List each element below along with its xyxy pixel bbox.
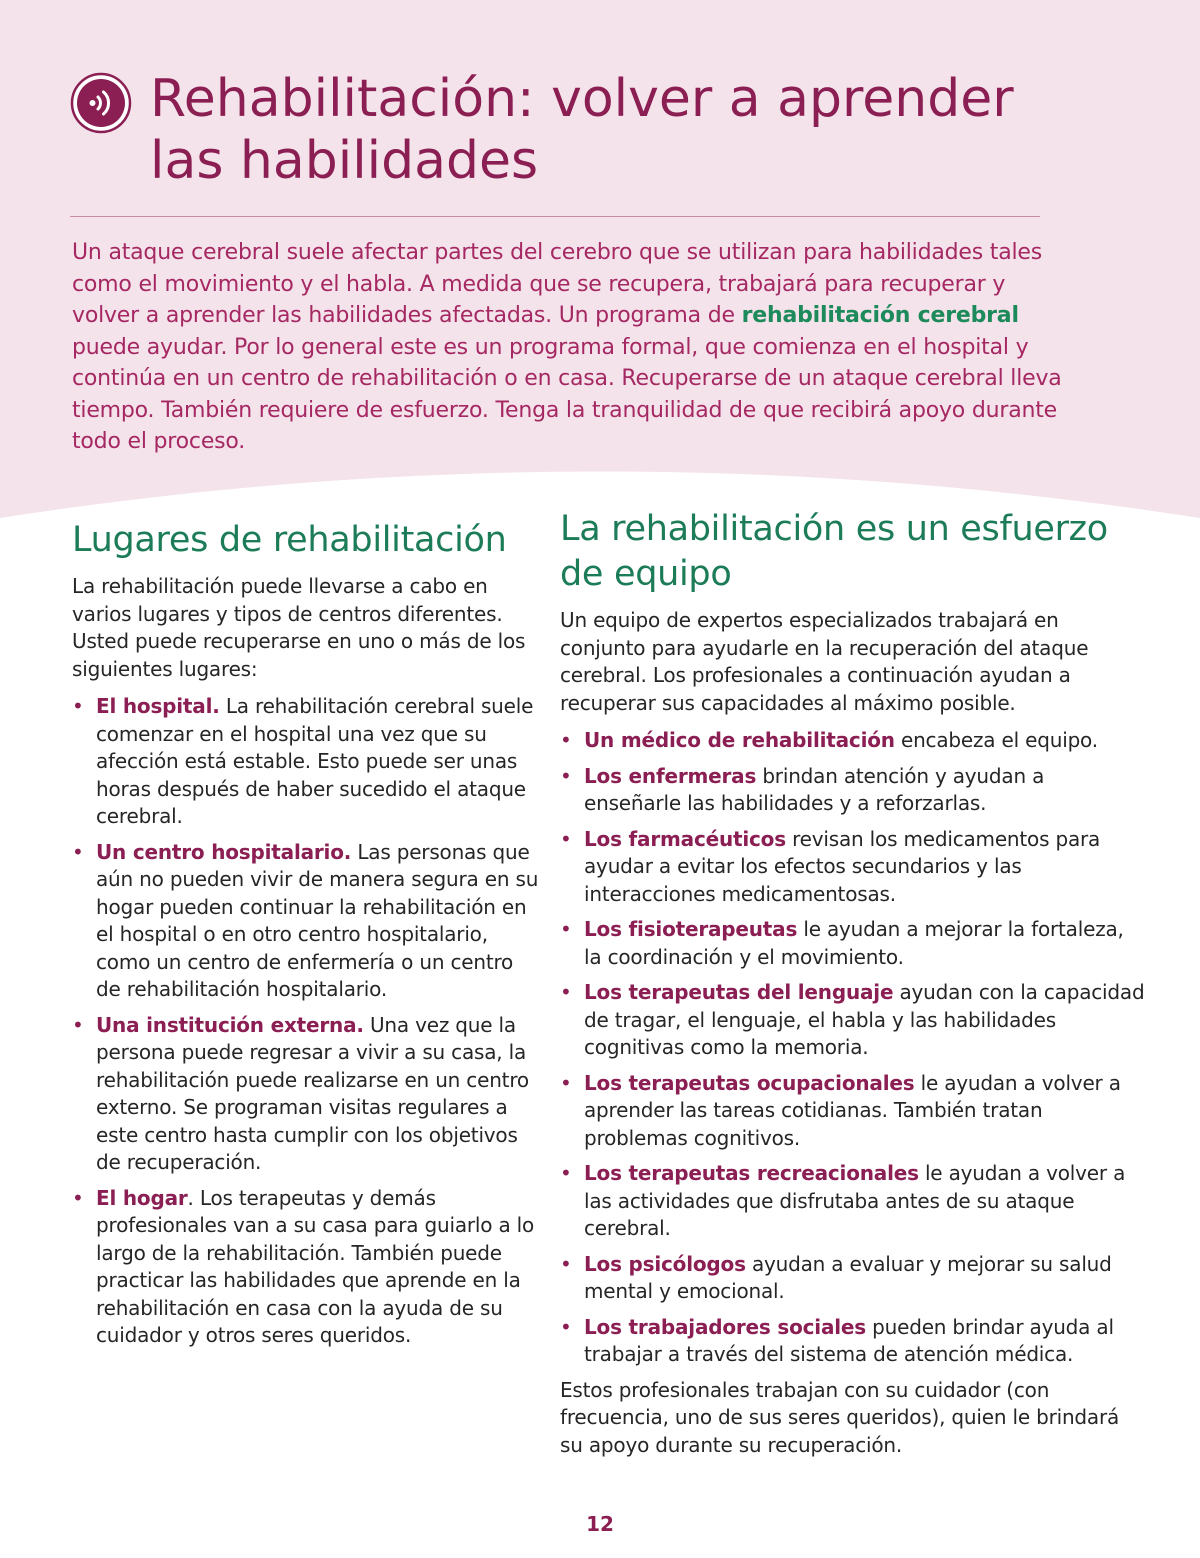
page-number: 12 [586, 1512, 614, 1536]
list-item-term: El hospital. [96, 694, 220, 718]
list-item [72, 839, 542, 1004]
bullet-icon: • [560, 1070, 572, 1095]
bullet-icon: • [560, 728, 572, 752]
bullet-icon: • [560, 826, 572, 851]
title-line-1: Rehabilitación: volver a aprender [150, 69, 1014, 129]
list-item-text: le ayudan a volver a aprender las tareas cotidianas. También tratan problemas cognitivos. [584, 1070, 1121, 1150]
list-item [560, 979, 1145, 1062]
list-item [560, 1251, 1145, 1306]
list-item [72, 1185, 542, 1350]
list-item-text: ayudan a evaluar y mejorar su salud mental y emocional. [584, 1251, 1112, 1303]
rehab-team-heading: La rehabilitación es un esfuerzo de equipo [560, 509, 1108, 594]
intro-paragraph [72, 237, 1062, 458]
list-item-text: Una vez que la persona puede regresar a vivir a su casa, la rehabilitación puede realizarse en un centro externo. Se programan visitas regulares a este centro hasta cumplir con los objetivos de recuperación. [96, 1012, 529, 1174]
rehab-team-intro: Un equipo de expertos especializados trabajará en conjunto para ayudarle en la recuperación del ataque cerebral. Los profesionales a continuación ayudan a recuperar sus capacidades al máximo posible. [560, 608, 1089, 715]
list-item-term: Los farmacéuticos [584, 826, 786, 851]
list-item-text: . Los terapeutas y demás profesionales van a su casa para guiarlo a lo largo de la rehabilitación. También puede practicar las habilidades que aprende en la rehabilitación en casa con la ayuda de su cuidador y otros seres queridos. [96, 1185, 535, 1347]
list-item [72, 693, 542, 831]
list-item-term: Una institución externa. [96, 1012, 364, 1037]
list-item-term: Los terapeutas del lenguaje [584, 980, 894, 1004]
list-item-text: brindan atención y ayudan a enseñarle las habilidades y a reforzarlas. [584, 763, 1045, 815]
rehab-team-list [560, 727, 1145, 1369]
list-item [560, 1070, 1145, 1153]
list-item [560, 826, 1145, 909]
bullet-icon: • [560, 1314, 572, 1339]
intro-emphasis: rehabilitación cerebral [741, 303, 1019, 328]
rehab-places-intro: La rehabilitación puede llevarse a cabo en varios lugares y tipos de centros diferentes. Usted puede recuperarse en uno o más de los siguientes lugares: [72, 574, 526, 681]
list-item-term: Los psicólogos [584, 1251, 746, 1276]
rehab-places-heading: Lugares de rehabilitación [72, 520, 507, 560]
bullet-icon: • [560, 1251, 572, 1276]
list-item [560, 763, 1145, 818]
list-item [560, 1160, 1145, 1243]
bullet-icon: • [560, 980, 572, 1004]
page-title [150, 68, 1130, 192]
list-item-text: encabeza el equipo. [894, 728, 1098, 752]
rehab-places-section [72, 518, 542, 1358]
bullet-icon: • [560, 917, 572, 941]
bullet-icon: • [72, 694, 84, 718]
list-item-text: ayudan con la capacidad de tragar, el lenguaje, el habla y las habilidades cognitivas como la memoria. [584, 980, 1145, 1059]
intro-text-1: Un ataque cerebral suele afectar partes del cerebro que se utilizan para habilidades tales como el movimiento y el habla. A medida que se recupera, trabajará para recuperar y volver a aprender las habilidades afectadas. Un programa de [72, 240, 1043, 328]
list-item-text: le ayudan a mejorar la fortaleza, la coordinación y el movimiento. [584, 917, 1124, 969]
list-item-term: Los terapeutas recreacionales [584, 1161, 919, 1185]
intro-text-2: puede ayudar. Por lo general este es un programa formal, que comienza en el hospital y continúa en un centro de rehabilitación o en casa. Recuperarse de un ataque cerebral lleva tiempo. También requiere de esfuerzo. Tenga la tranquilidad de que recibirá apoyo durante todo el proceso. [72, 334, 1062, 454]
bullet-icon: • [72, 839, 84, 864]
list-item-term: Los fisioterapeutas [584, 917, 798, 941]
list-item [560, 916, 1145, 971]
list-item [72, 1012, 542, 1177]
rehab-places-list [72, 693, 542, 1350]
list-item-text: pueden brindar ayuda al trabajar a través del sistema de atención médica. [584, 1314, 1114, 1366]
title-line-2: las habilidades [150, 131, 539, 191]
list-item-text: La rehabilitación cerebral suele comenzar en el hospital una vez que su afección está estable. Esto puede ser unas horas después de haber sucedido el ataque cerebral. [96, 694, 534, 828]
list-item-term: El hogar [96, 1185, 188, 1210]
bullet-icon: • [72, 1185, 84, 1210]
list-item-text: le ayudan a volver a las actividades que disfrutaba antes de su ataque cerebral. [584, 1161, 1126, 1240]
list-item-term: Los enfermeras [584, 763, 757, 788]
list-item-term: Los terapeutas ocupacionales [584, 1070, 915, 1095]
rehab-team-outro: Estos profesionales trabajan con su cuidador (con frecuencia, uno de sus seres queridos), quien le brindará su apoyo durante su recuperación. [560, 1377, 1120, 1457]
list-item-text: Las personas que aún no pueden vivir de manera segura en su hogar pueden continuar la rehabilitación en el hospital o en otro centro hospitalario, como un centro de enfermería o un centro de rehabilitación hospitalario. [96, 839, 539, 1001]
bullet-icon: • [560, 1161, 572, 1185]
list-item [560, 727, 1145, 755]
list-item-term: Un centro hospitalario. [96, 839, 352, 864]
list-item [560, 1314, 1145, 1369]
rehab-team-section [560, 507, 1145, 1459]
bullet-icon: • [560, 763, 572, 788]
bullet-icon: • [72, 1012, 84, 1037]
list-item-term: Un médico de rehabilitación [584, 728, 895, 752]
list-item-term: Los trabajadores sociales [584, 1314, 866, 1339]
title-divider [70, 216, 1040, 217]
audio-icon[interactable] [70, 72, 132, 134]
list-item-text: revisan los medicamentos para ayudar a evitar los efectos secundarios y las interacciones medicamentosas. [584, 826, 1101, 906]
